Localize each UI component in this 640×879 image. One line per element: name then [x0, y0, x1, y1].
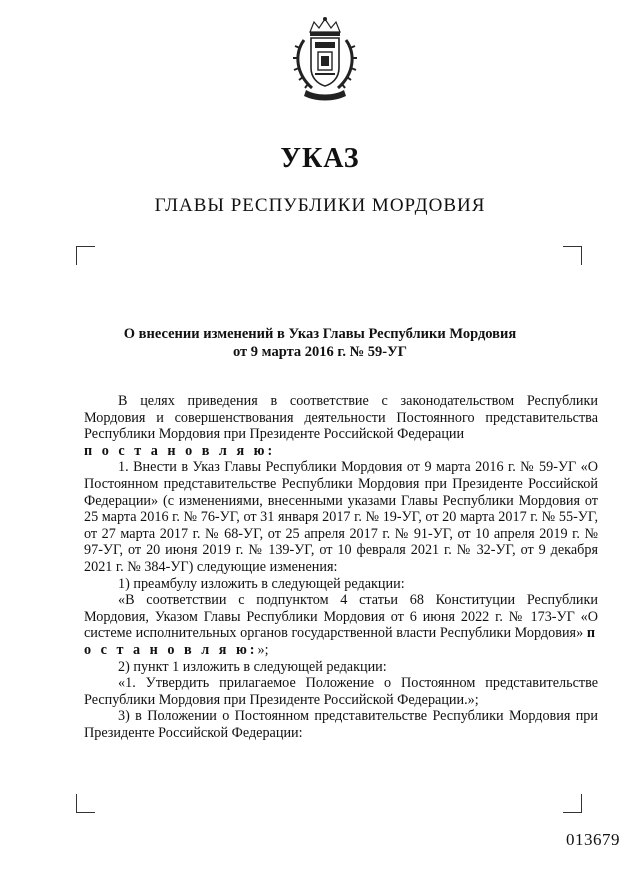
corner-mark-bottom-right: [563, 794, 582, 813]
intro-paragraph: В целях приведения в соответствие с законодательством Республики Мордовия и совершенствования деятельности Постоянного представительства Республики Мордовия при Президенте Российской Федерации: [84, 393, 598, 443]
quote-1-decree-word: п о с т а н о в л я ю:: [84, 625, 598, 658]
subitem-3-paragraph: 3) в Положении о Постоянном представительстве Республики Мордовия при Президенте Российской Федерации:: [84, 708, 598, 741]
issuer-heading: ГЛАВЫ РЕСПУБЛИКИ МОРДОВИЯ: [154, 195, 486, 216]
decree-word-paragraph: [84, 443, 598, 460]
subitem-2-paragraph: 2) пункт 1 изложить в следующей редакции:: [118, 658, 387, 675]
quote-1-paragraph: [84, 592, 598, 658]
document-body: [84, 393, 598, 741]
coat-of-arms-emblem: [290, 14, 360, 102]
document-title-line-2: от 9 марта 2016 г. № 59-УГ: [233, 344, 407, 360]
quote-1-tail: »;: [257, 641, 269, 658]
document-title-line-1: О внесении изменений в Указ Главы Республики Мордовия: [123, 326, 517, 342]
document-title: [80, 325, 560, 361]
corner-mark-top-right: [563, 246, 582, 265]
subitem-1-paragraph: 1) преамбулу изложить в следующей редакции:: [118, 575, 405, 592]
corner-mark-bottom-left: [76, 794, 95, 813]
quote-2-paragraph: «1. Утвердить прилагаемое Положение о Постоянном представительстве Республики Мордовия при Президенте Российской Федерации.»;: [84, 675, 598, 708]
quote-1-text: «В соответствии с подпунктом 4 статьи 68 Конституции Республики Мордовия, Указом Главы Республики Мордовия от 6 июня 2022 г. № 173-УГ «О системе исполнительных органов государственной власти Республики Мордовия»: [84, 592, 598, 642]
decree-word: п о с т а н о в л я ю:: [84, 442, 276, 459]
corner-mark-top-left: [76, 246, 95, 265]
document-serial-number: 013679: [566, 830, 620, 849]
item-1-paragraph: 1. Внести в Указ Главы Республики Мордовия от 9 марта 2016 г. № 59-УГ «О Постоянном представительстве Республики Мордовия при Президенте Российской Федерации» (с изменениями, внесенными указами Главы Республики Мордовия от 25 марта 2016 г. № 76-УГ, от 31 января 2017 г. № 19-УГ, от 20 марта 2017 г. № 55-УГ, от 27 марта 2017 г. № 68-УГ, от 25 апреля 2017 г. № 91-УГ, от 10 апреля 2019 г. № 97-УГ, от 20 июня 2019 г. № 139-УГ, от 10 февраля 2021 г. № 32-УГ, от 9 декабря 2021 г. № 384-УГ) следующие изменения:: [84, 459, 598, 575]
decree-heading: УКАЗ: [280, 143, 360, 174]
